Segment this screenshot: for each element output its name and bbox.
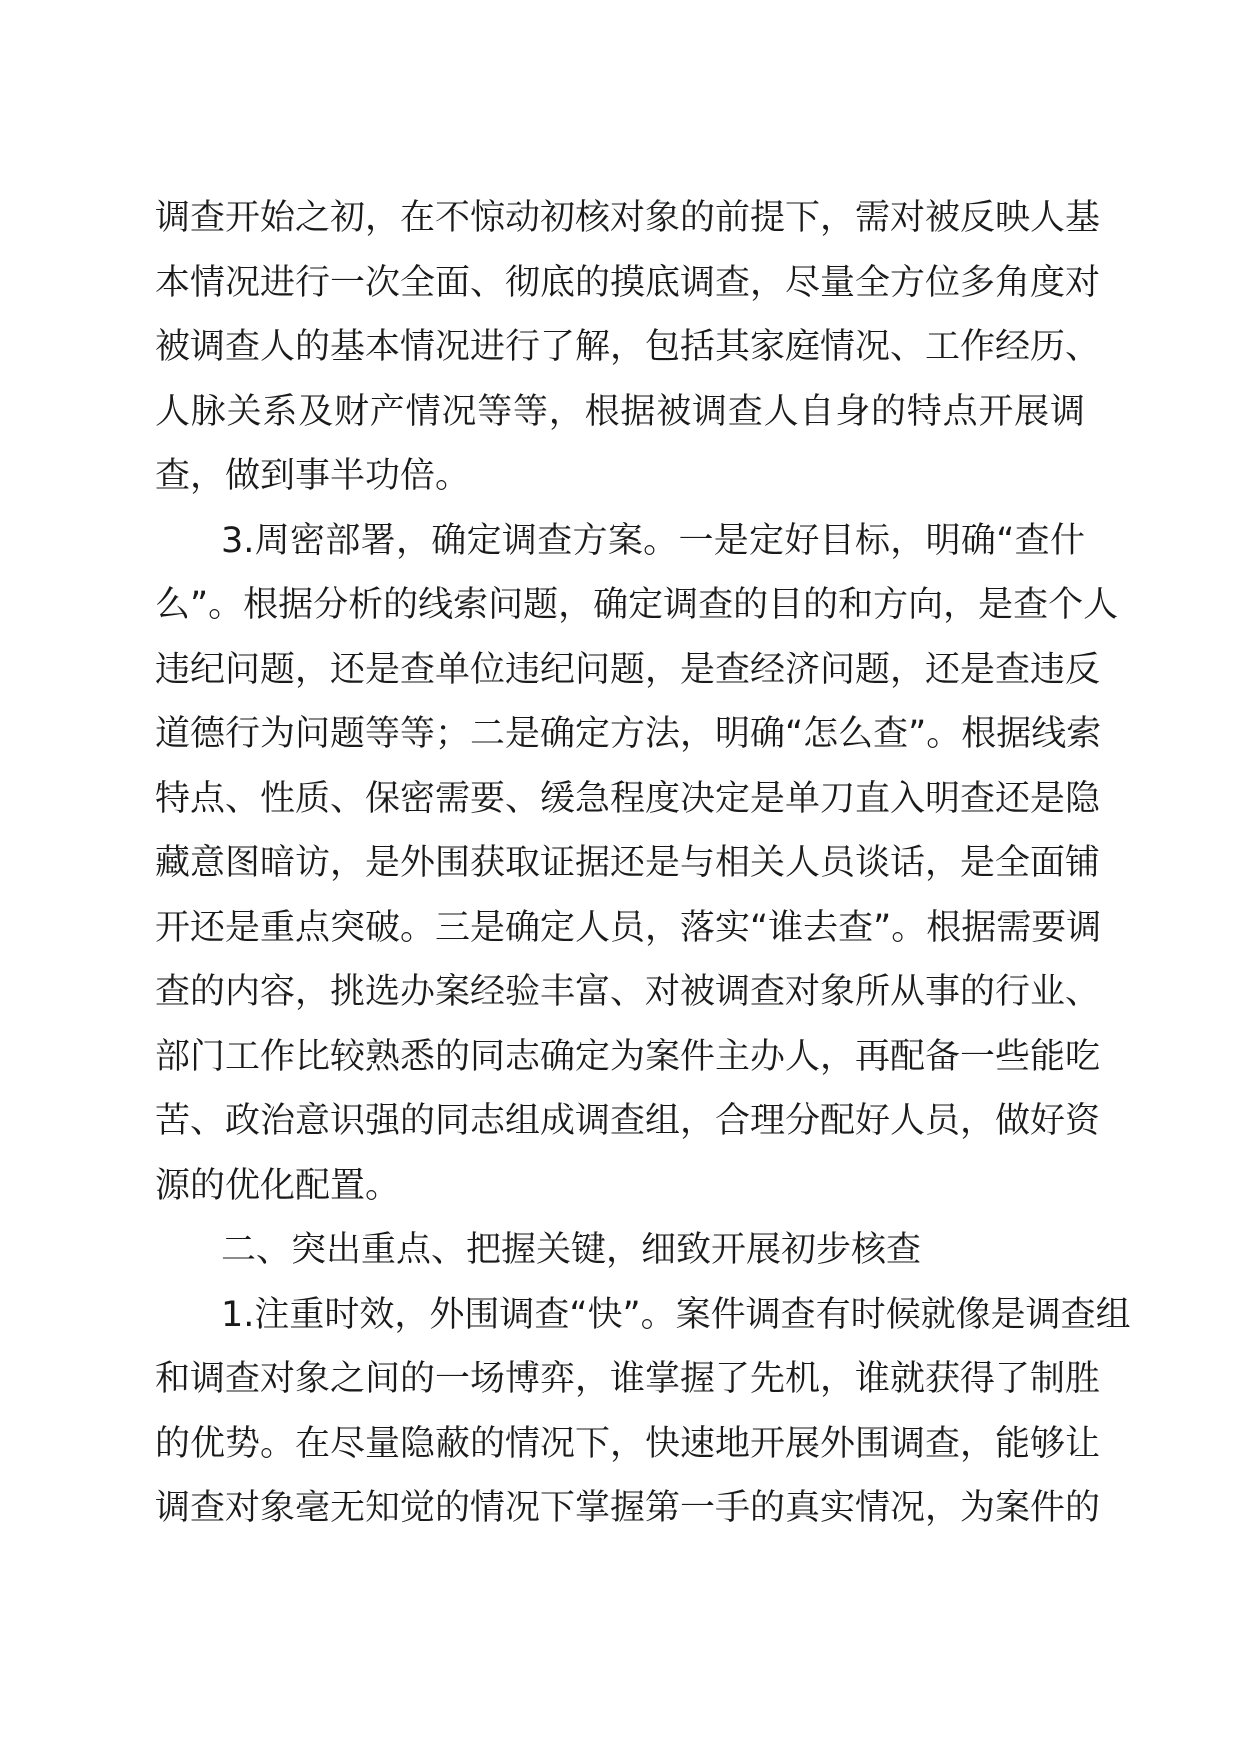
text-line: 3.周密部署，确定调查方案。一是定好目标，明确“查什 (221, 520, 1085, 561)
text-line: 1.注重时效，外围调查“快”。案件调查有时候就像是调查组 (221, 1294, 1131, 1335)
text-line: 源的优化配置。 (155, 1165, 401, 1206)
paragraph-deployment-plan (155, 509, 1119, 1219)
section-heading (155, 1218, 1085, 1283)
text-line: 特点、性质、保密需要、缓急程度决定是单刀直入明查还是隐 (155, 778, 1101, 819)
text-line: 部门工作比较熟悉的同志确定为案件主办人，再配备一些能吃 (155, 1036, 1101, 1077)
paragraph-investigation-intro (155, 186, 1101, 509)
text-line: 藏意图暗访，是外围获取证据还是与相关人员谈话，是全面铺 (155, 843, 1101, 883)
text-line: 苦、政治意识强的同志组成调查组，合理分配好人员，做好资 (155, 1101, 1101, 1141)
text-line: 的优势。在尽量隐蔽的情况下，快速地开展外围调查，能够让 (155, 1423, 1101, 1464)
text-line: 本情况进行一次全面、彻底的摸底调查，尽量全方位多角度对 (155, 262, 1101, 303)
text-line: 调查开始之初，在不惊动初核对象的前提下，需对被反映人基 (155, 198, 1101, 238)
text-line: 违纪问题，还是查单位违纪问题，是查经济问题，还是查违反 (155, 649, 1101, 690)
text-line: 被调查人的基本情况进行了解，包括其家庭情况、工作经历、 (155, 327, 1101, 367)
text-line: 查，做到事半功倍。 (155, 456, 471, 496)
text-line: 查的内容，挑选办案经验丰富、对被调查对象所从事的行业、 (155, 972, 1101, 1012)
text-line: 调查对象毫无知觉的情况下掌握第一手的真实情况，为案件的 (155, 1488, 1101, 1528)
text-line: 开还是重点突破。三是确定人员，落实“谁去查”。根据需要调 (155, 907, 1102, 948)
paragraph-timely-investigation (155, 1283, 1131, 1541)
text-line: 人脉关系及财产情况等等，根据被调查人自身的特点开展调 (155, 391, 1085, 432)
document-page (155, 186, 1131, 1541)
text-line: 么”。根据分析的线索问题，确定调查的目的和方向，是查个人 (155, 585, 1119, 625)
section-heading-text: 二、突出重点、把握关键，细致开展初步核查 (221, 1230, 922, 1270)
text-line: 道德行为问题等等；二是确定方法，明确“怎么查”。根据线索 (155, 714, 1102, 754)
text-line: 和调查对象之间的一场博弈，谁掌握了先机，谁就获得了制胜 (155, 1359, 1101, 1399)
